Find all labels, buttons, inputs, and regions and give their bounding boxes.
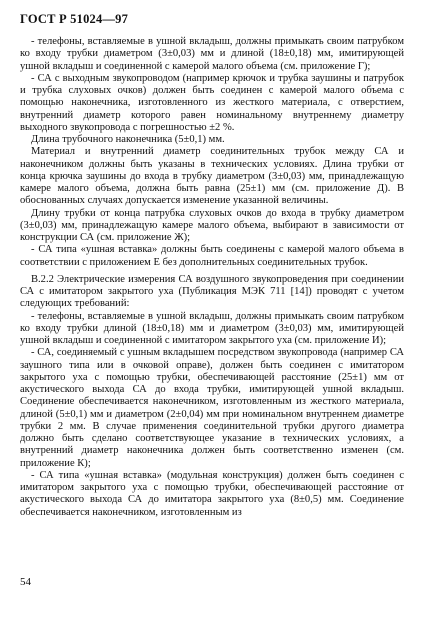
paragraph: - СА с выходным звукопроводом (например крючок и трубка заушины и патрубок и трубка слуховых очков) должен быть соединен с камерой малого объема с помощью наконечника, изготовленного из жесткого материала, с отверстием, внутренний диаметр которого равен номинальному внутреннему диаметру выходного звукопровода с погрешностью ±2 %.: [20, 72, 404, 133]
paragraph: - СА типа «ушная вставка» должны быть соединены с камерой малого объема в соответствии с приложением Е без дополнительных соединительных трубок.: [20, 244, 404, 268]
paragraph: - СА, соединяемый с ушным вкладышем посредством звукопровода (например СА заушного типа или в очковой оправе), должен быть соединен с имитатором закрытого уха с помощью трубки, обеспечивающей расстояние (25±1) мм от акустического выхода СА до входа трубки, имитирующей ушной вкладыш. Соединение обеспечивается наконечником, изготовленным из жесткого материала, длиной (5±0,1) мм и диаметром (2±0,04) мм при номинальном внутреннем диаметре трубки 2 мм. В случае применения соединительной трубки другого диаметра должно быть сделано соответствующее указание в технических условиях, а внутренний диаметр наконечника должен быть соответственно изменен (см. приложение К);: [20, 347, 404, 469]
paragraph: Длина трубочного наконечника (5±0,1) мм.: [31, 134, 225, 145]
paragraph: - телефоны, вставляемые в ушной вкладыш, должны примыкать своим патрубком ко входу трубки длиной (18±0,18) мм и диаметром (3±0,03) мм, имитирующей ушной вкладыш и соединенной с имитатором закрытого уха (см. приложение И);: [20, 310, 404, 346]
document-body: [20, 36, 404, 519]
paragraph: - СА типа «ушная вставка» (модульная конструкция) должен быть соединен с имитатором закрытого уха с помощью трубки, обеспечивающей расстояние от акустического выхода СА до имитатора закрытого уха (8±0,5) мм. Соединение обеспечивается наконечником, изготовленным из: [20, 469, 404, 518]
section-paragraph: В.2.2 Электрические измерения СА воздушного звукопроведения при соединении СА с имитатором закрытого уха (Публикация МЭК 711 [14]) проводят с учетом следующих требований:: [20, 273, 404, 310]
paragraph: - телефоны, вставляемые в ушной вкладыш, должны примыкать своим патрубком ко входу трубки диаметром (3±0,03) мм и длиной (18±0,18) мм, имитирующей ушной вкладыш и соединенной с камерой малого объема (см. приложение Г);: [20, 36, 404, 72]
paragraph: Длину трубки от конца патрубка слуховых очков до входа в трубку диаметром (3±0,03) мм, принадлежащую камере малого объема, выбирают в зависимости от конструкции СА (см. приложение Ж);: [20, 207, 404, 243]
page-number: 54: [20, 576, 31, 588]
paragraph: Материал и внутренний диаметр соединительных трубок между СА и наконечником должны быть указаны в технических условиях. Длина трубки от конца крючка заушины до входа в трубку диаметром (3±0,03) мм, принадлежащую камере малого объема, должна быть равна (25±1) мм (см. приложение Д). В обоснованных случаях допускается изменение указанной величины.: [20, 146, 404, 207]
document-header: ГОСТ Р 51024—97: [20, 12, 129, 26]
